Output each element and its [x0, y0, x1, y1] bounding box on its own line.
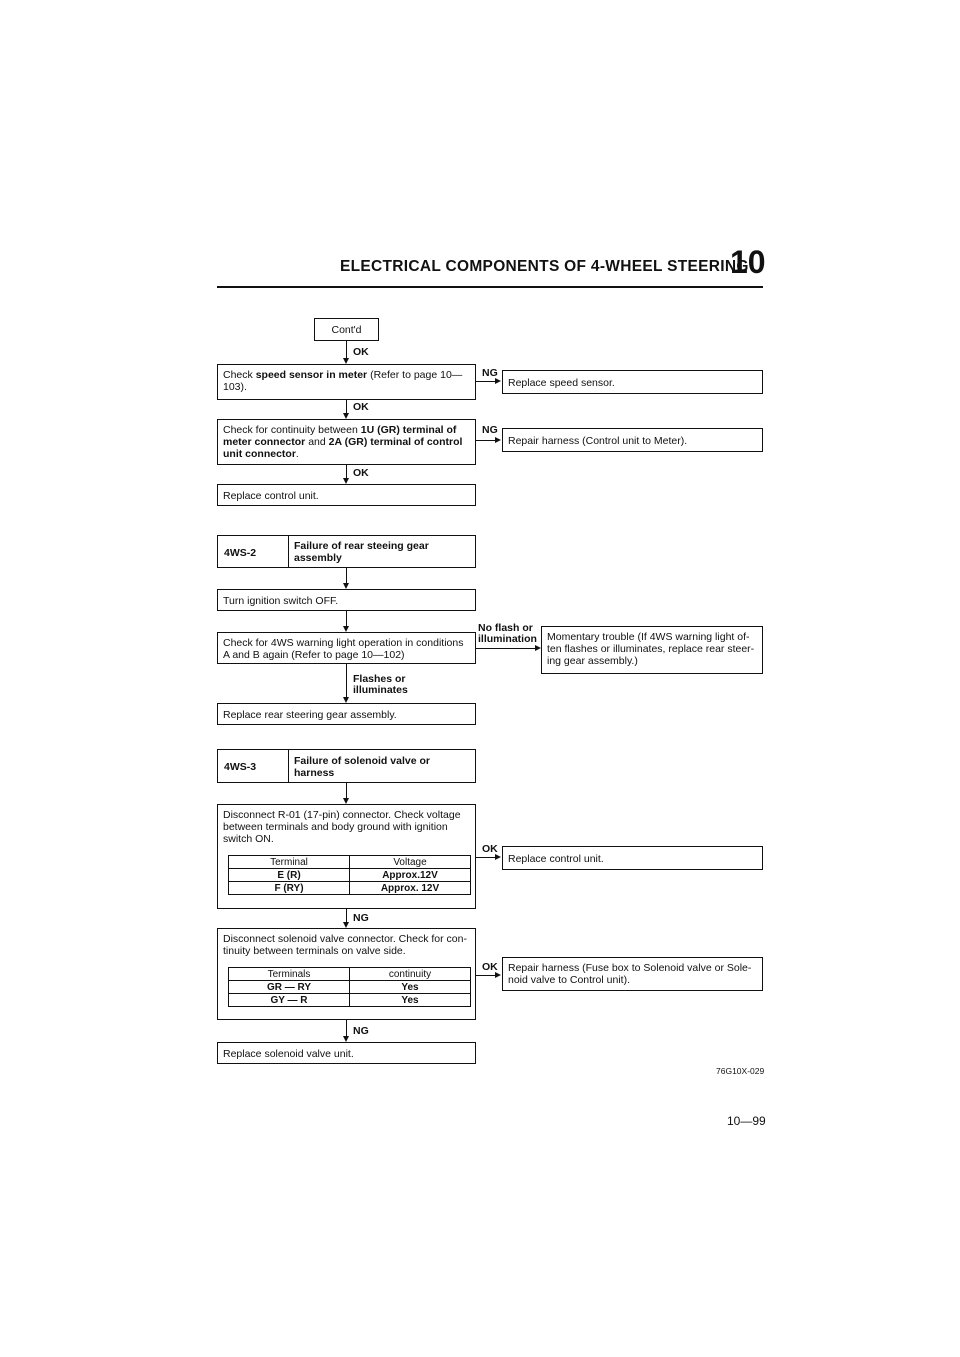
table-header-row — [229, 856, 471, 869]
ok-label: OK — [353, 467, 369, 479]
connector-line — [346, 611, 347, 627]
table-header-row — [229, 968, 471, 981]
connector-line — [346, 783, 347, 799]
connector-line — [476, 440, 496, 441]
table-row — [229, 981, 471, 994]
continuity-table — [228, 967, 471, 1007]
arrow-right-icon — [495, 854, 501, 860]
connector-line — [476, 648, 536, 649]
ng-label: NG — [353, 1025, 369, 1037]
chapter-number: 10 — [730, 244, 766, 280]
step-text: Replace control unit. — [223, 490, 319, 502]
table-cell: F (RY) — [229, 882, 350, 895]
flashes-label: Flashes or illuminates — [353, 673, 408, 696]
trouble-title: Failure of rear steeing gear assembly — [294, 540, 429, 564]
result-replace-control-unit — [502, 846, 763, 870]
step-bold-text: 2A (GR) terminal of control unit connector — [223, 436, 463, 460]
section-header-4ws-2 — [217, 535, 476, 568]
step-replace-control-unit — [217, 484, 476, 506]
step-text: Replace solenoid valve unit. — [223, 1048, 354, 1060]
result-replace-speed-sensor — [502, 370, 763, 394]
connector-line — [476, 381, 496, 382]
connector-line — [346, 400, 347, 414]
table-row — [229, 882, 471, 895]
step-check-continuity-meter — [217, 419, 476, 465]
result-text: Replace control unit. — [508, 853, 604, 865]
cell-divider — [288, 750, 289, 782]
page-title: ELECTRICAL COMPONENTS OF 4-WHEEL STEERING — [340, 258, 749, 275]
step-check-warning-light — [217, 632, 476, 664]
ok-label: OK — [353, 401, 369, 413]
ok-label: OK — [353, 346, 369, 358]
table-cell: Yes — [350, 994, 471, 1007]
step-check-speed-sensor — [217, 364, 476, 400]
table-header: continuity — [350, 968, 471, 981]
figure-code: 76G10X-029 — [716, 1066, 765, 1076]
contd-box — [314, 318, 379, 341]
ng-label: NG — [482, 424, 498, 436]
table-cell: E (R) — [229, 869, 350, 882]
table-cell: Approx.12V — [350, 869, 471, 882]
connector-line — [346, 568, 347, 584]
trouble-title: Failure of solenoid valve or harness — [294, 755, 430, 779]
result-momentary-trouble — [541, 626, 763, 674]
step-text: and — [305, 436, 329, 448]
page-number: 10—99 — [727, 1114, 766, 1128]
step-text: Check for continuity between — [223, 424, 361, 436]
section-header-4ws-3 — [217, 749, 476, 783]
arrow-right-icon — [495, 437, 501, 443]
table-header: Terminals — [229, 968, 350, 981]
ok-label: OK — [482, 843, 498, 855]
step-replace-rear-steering — [217, 703, 476, 725]
connector-line — [346, 465, 347, 479]
result-text: Momentary trouble (If 4WS warning light of- ten flashes or illuminates, replace rear steer- ing gear assembly.) — [547, 631, 755, 667]
step-text: Check — [223, 369, 256, 381]
step-text: Turn ignition switch OFF. — [223, 595, 339, 607]
connector-line — [346, 664, 347, 698]
connector-line — [346, 1020, 347, 1037]
voltage-table — [228, 855, 471, 895]
cell-divider — [288, 536, 289, 567]
arrow-right-icon — [495, 378, 501, 384]
table-cell: Approx. 12V — [350, 882, 471, 895]
connector-line — [346, 341, 347, 359]
step-text: . — [295, 448, 299, 460]
step-text: Check for 4WS warning light operation in conditions A and B again (Refer to page 10—102) — [223, 637, 464, 661]
step-text: Disconnect solenoid valve connector. Check for con- tinuity between terminals on valve side. — [223, 933, 467, 957]
table-header: Voltage — [350, 856, 471, 869]
connector-line — [476, 857, 496, 858]
step-bold-text: 1U (GR) terminal of meter connector — [223, 424, 457, 448]
step-disconnect-r01 — [217, 804, 476, 909]
connector-line — [476, 975, 496, 976]
trouble-code: 4WS-2 — [224, 547, 257, 559]
ok-label: OK — [482, 961, 498, 973]
result-text: Repair harness (Fuse box to Solenoid valve or Sole- noid valve to Control unit). — [508, 962, 752, 986]
table-row — [229, 994, 471, 1007]
branch-label: No flash or illumination — [478, 622, 537, 645]
table-cell: GY — R — [229, 994, 350, 1007]
table-header: Terminal — [229, 856, 350, 869]
table-row — [229, 869, 471, 882]
step-disconnect-solenoid — [217, 928, 476, 1020]
header-rule — [217, 286, 763, 288]
step-turn-ignition-off — [217, 589, 476, 611]
table-cell: GR — RY — [229, 981, 350, 994]
result-text: Replace speed sensor. — [508, 377, 615, 389]
contd-label: Cont'd — [331, 324, 362, 336]
table-cell: Yes — [350, 981, 471, 994]
step-bold-text: speed sensor in meter — [255, 369, 368, 381]
step-text: Replace rear steering gear assembly. — [223, 709, 397, 721]
arrow-right-icon — [495, 972, 501, 978]
ng-label: NG — [482, 367, 498, 379]
trouble-code: 4WS-3 — [224, 761, 257, 773]
step-replace-solenoid — [217, 1042, 476, 1064]
result-repair-harness-meter — [502, 428, 763, 452]
step-text: Disconnect R-01 (17-pin) connector. Check voltage between terminals and body ground with ignition switch ON. — [223, 809, 461, 845]
result-repair-harness-solenoid — [502, 957, 763, 991]
result-text: Repair harness (Control unit to Meter). — [508, 435, 688, 447]
ng-label: NG — [353, 912, 369, 924]
step-text: (Refer to page 10—103). — [223, 369, 463, 393]
connector-line — [346, 909, 347, 923]
